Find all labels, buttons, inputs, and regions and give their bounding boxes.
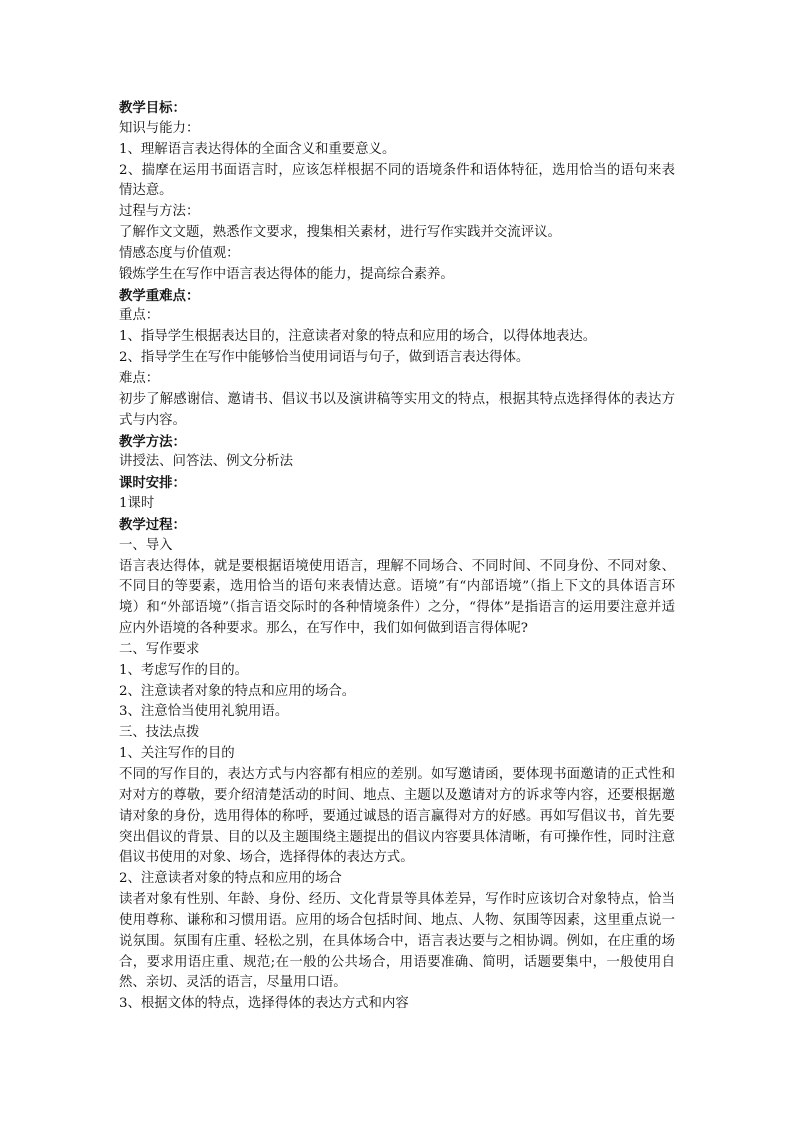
paragraph: 1、关注写作的目的	[119, 746, 235, 762]
paragraph: 1、理解语言表达得体的全面含义和重要意义。	[119, 141, 396, 157]
paragraph: 语言表达得体，就是要根据语境使用语言，理解不同场合、不同时间、不同身份、不同对象、不同目的等要素，选用恰当的语句来表情达意。语境”有“内部语境”（指上下文的具体语言环境）和“外部语境”（指言语交际时的各种情境条件）之分，“得体”是指语言的运用要注意并适应内外语境的各种要求。那么，在写作中，我们如何做到语言得体呢?	[119, 558, 675, 637]
paragraph: 了解作文文题，熟悉作文要求，搜集相关素材，进行写作实践并交流评议。	[119, 225, 561, 241]
paragraph: 2、注意读者对象的特点和应用的场合。	[119, 683, 356, 699]
paragraph: 不同的写作目的，表达方式与内容都有相应的差别。如写邀请函，要体现书面邀请的正式性和对对方的尊敬，要介绍清楚活动的时间、地点、主题以及邀请对方的诉求等内容，还要根据邀请对象的身份，选用得体的称呼，要通过诚恳的语言赢得对方的好感。再如写倡议书，首先要突出倡议的背景、目的以及主题围绕主题提出的倡议内容要具体清晰，有可操作性，同时注意倡议书使用的对象、场合，选择得体的表达方式。	[119, 767, 675, 866]
paragraph: 二、写作要求	[119, 641, 200, 657]
paragraph: 3、根据文体的特点，选择得体的表达方式和内容	[119, 996, 409, 1012]
paragraph: 三、技法点拨	[119, 725, 200, 741]
paragraph: 1、指导学生根据表达目的，注意读者对象的特点和应用的场合，以得体地表达。	[119, 329, 597, 345]
document-body	[119, 98, 675, 1015]
paragraph: 情感态度与价值观：	[119, 245, 240, 261]
section-heading: 课时安排：	[119, 475, 186, 492]
paragraph: 一、导入	[119, 537, 173, 553]
paragraph: 2、揣摩在运用书面语言时，应该怎样根据不同的语境条件和语体特征，选用恰当的语句来表情达意。	[119, 162, 675, 199]
paragraph: 初步了解感谢信、邀请书、倡议书以及演讲稿等实用文的特点，根据其特点选择得体的表达方式与内容。	[119, 391, 675, 428]
paragraph: 读者对象有性别、年龄、身份、经历、文化背景等具体差异，写作时应该切合对象特点，恰当使用尊称、谦称和习惯用语。应用的场合包括时间、地点、人物、氛围等因素，这里重点说一说氛围。氛围有庄重、轻松之别，在具体场合中，语言表达要与之相协调。例如，在庄重的场合，要求用语庄重、规范;在一般的公共场合，用语要准确、简明，话题要集中，一般使用自然、亲切、灵活的语言，尽量用口语。	[119, 892, 675, 991]
section-heading: 教学目标：	[119, 100, 186, 116]
paragraph: 2、注意读者对象的特点和应用的场合	[119, 871, 342, 887]
paragraph: 重点：	[119, 308, 160, 324]
paragraph: 1、考虑写作的目的。	[119, 662, 249, 678]
paragraph: 讲授法、问答法、例文分析法	[119, 454, 294, 470]
paragraph: 难点：	[119, 370, 160, 386]
paragraph: 2、指导学生在写作中能够恰当使用词语与句子，做到语言表达得体。	[119, 350, 530, 366]
paragraph: 3、注意恰当使用礼貌用语。	[119, 704, 289, 720]
section-heading: 教学过程：	[119, 516, 186, 533]
paragraph: 锻炼学生在写作中语言表达得体的能力，提高综合素养。	[119, 266, 454, 282]
section-heading: 教学方法：	[119, 433, 186, 450]
paragraph: 过程与方法：	[119, 204, 200, 220]
section-heading: 教学重难点：	[119, 287, 200, 304]
paragraph: 1课时	[119, 496, 155, 512]
paragraph: 知识与能力：	[119, 120, 200, 136]
